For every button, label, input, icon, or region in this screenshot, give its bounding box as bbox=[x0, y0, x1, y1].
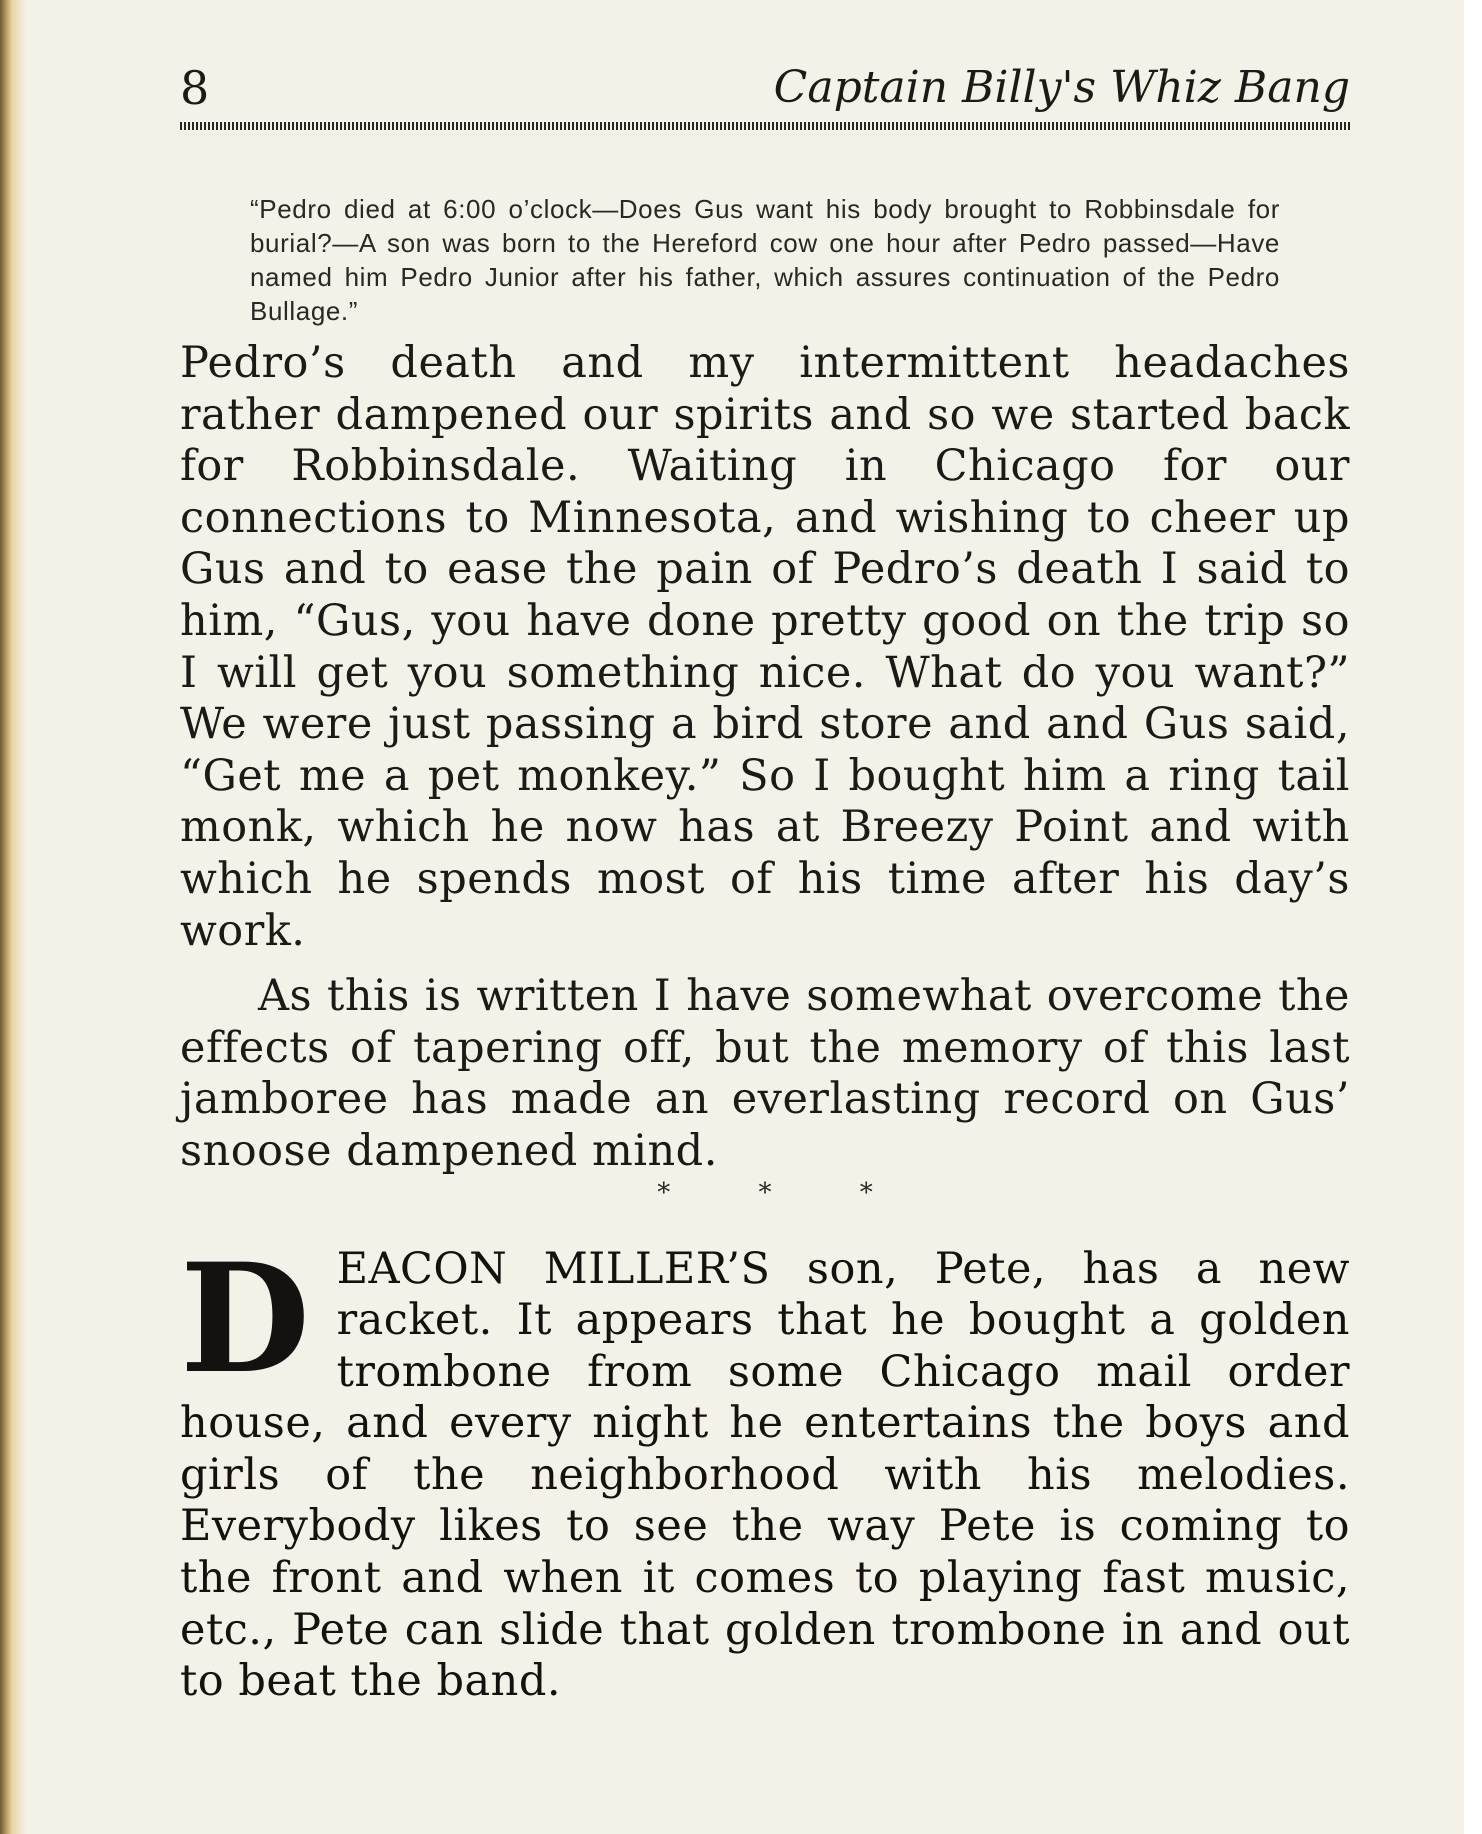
magazine-page bbox=[180, 60, 1350, 1708]
body-paragraph-3 bbox=[180, 1230, 1350, 1708]
page-number: 8 bbox=[180, 61, 210, 115]
body-paragraph-2: As this is written I have somewhat overcome the effects of tapering off, but the memory of this last jamboree has made an everlasting record on Gus’ snoose dampened mind. bbox=[180, 971, 1350, 1176]
drop-cap: D bbox=[180, 1230, 311, 1407]
body-paragraph-1: Pedro’s death and my intermittent headaches rather dampened our spirits and so we started back for Robbinsdale. Waiting in Chicago for our connections to Minnesota, and wishing to cheer up Gus and to ease the pain of Pedro’s death I said to him, “Gus, you have done pretty good on the trip so I will get you something nice. What do you want?” We were just passing a bird store and and Gus said, “Get me a pet monkey.” So I bought him a ring tail monk, which he now has at Breezy Point and with which he spends most of his time after his day’s work. bbox=[180, 338, 1350, 956]
body-paragraph-3-text: EACON MILLER’S son, Pete, has a new racket. It appears that he bought a golden trombone from some Chicago mail order house, and every night he entertains the boys and girls of the neighborhood with his melodies. Everybody likes to see the way Pete is coming to the front and when it comes to playing fast music, etc., Pete can slide that golden trombone in and out to beat the band. bbox=[180, 1243, 1350, 1707]
scan-margin bbox=[1464, 0, 1482, 1834]
page-binding-edge bbox=[0, 0, 26, 1834]
header-rule bbox=[180, 122, 1350, 130]
telegram-quote: “Pedro died at 6:00 o’clock—Does Gus want his body brought to Robbinsdale for burial?—A son was born to the Hereford cow one hour after Pedro passed—Have named him Pedro Junior after his father, which assures continuation of the Pedro Bullage.” bbox=[250, 194, 1280, 326]
section-separator: * * * bbox=[657, 1177, 913, 1208]
page-header bbox=[180, 60, 1350, 120]
running-title: Captain Billy's Whiz Bang bbox=[773, 62, 1350, 113]
